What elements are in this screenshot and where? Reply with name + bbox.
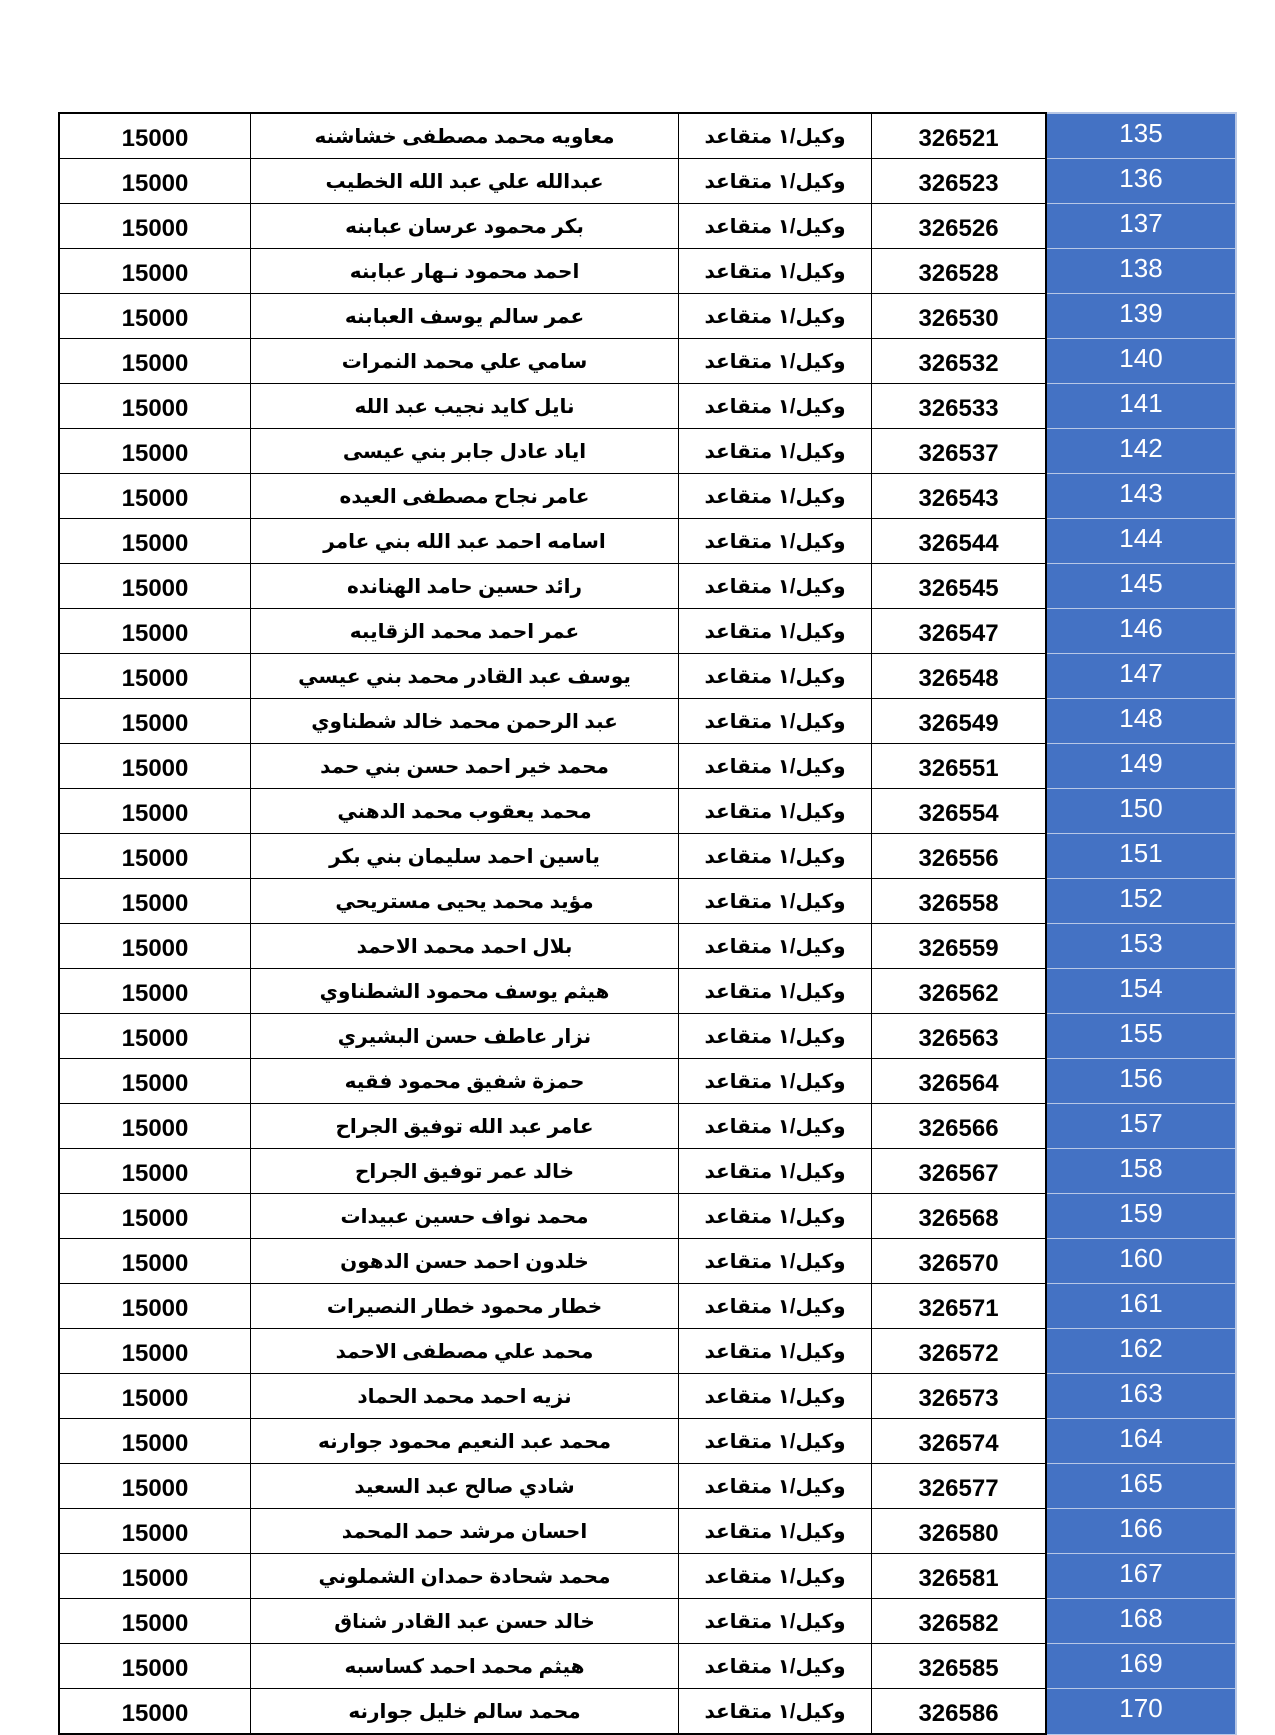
serial-number-cell: 165	[1046, 1464, 1236, 1509]
amount-cell: 15000	[59, 1554, 251, 1599]
table-row	[59, 744, 1236, 789]
military-number-cell: 326548	[872, 654, 1047, 699]
military-number-cell: 326526	[872, 204, 1047, 249]
serial-number-cell: 163	[1046, 1374, 1236, 1419]
military-number-cell: 326547	[872, 609, 1047, 654]
serial-number-cell: 139	[1046, 294, 1236, 339]
amount-cell: 15000	[59, 1194, 251, 1239]
amount-cell: 15000	[59, 744, 251, 789]
name-cell: محمد يعقوب محمد الدهني	[251, 789, 679, 834]
beneficiaries-table	[58, 112, 1237, 1735]
rank-cell: وكيل/١ متقاعد	[679, 1104, 872, 1149]
serial-number-cell: 147	[1046, 654, 1236, 699]
serial-number-cell: 148	[1046, 699, 1236, 744]
rank-cell: وكيل/١ متقاعد	[679, 1194, 872, 1239]
military-number-cell: 326577	[872, 1464, 1047, 1509]
military-number-cell: 326523	[872, 159, 1047, 204]
military-number-cell: 326532	[872, 339, 1047, 384]
military-number-cell: 326585	[872, 1644, 1047, 1689]
name-cell: عبدالله علي عبد الله الخطيب	[251, 159, 679, 204]
military-number-cell: 326556	[872, 834, 1047, 879]
serial-number-cell: 166	[1046, 1509, 1236, 1554]
amount-cell: 15000	[59, 474, 251, 519]
amount-cell: 15000	[59, 204, 251, 249]
rank-cell: وكيل/١ متقاعد	[679, 879, 872, 924]
amount-cell: 15000	[59, 879, 251, 924]
rank-cell: وكيل/١ متقاعد	[679, 429, 872, 474]
name-cell: هيثم محمد احمد كساسبه	[251, 1644, 679, 1689]
amount-cell: 15000	[59, 1464, 251, 1509]
serial-number-cell: 158	[1046, 1149, 1236, 1194]
table-row	[59, 1509, 1236, 1554]
table-row	[59, 654, 1236, 699]
table-row	[59, 519, 1236, 564]
serial-number-cell: 136	[1046, 159, 1236, 204]
military-number-cell: 326572	[872, 1329, 1047, 1374]
military-number-cell: 326582	[872, 1599, 1047, 1644]
rank-cell: وكيل/١ متقاعد	[679, 1419, 872, 1464]
military-number-cell: 326554	[872, 789, 1047, 834]
rank-cell: وكيل/١ متقاعد	[679, 1329, 872, 1374]
serial-number-cell: 150	[1046, 789, 1236, 834]
military-number-cell: 326567	[872, 1149, 1047, 1194]
amount-cell: 15000	[59, 1509, 251, 1554]
amount-cell: 15000	[59, 789, 251, 834]
table-row	[59, 1014, 1236, 1059]
table-row	[59, 699, 1236, 744]
name-cell: مؤيد محمد يحيى مستريحي	[251, 879, 679, 924]
table-row	[59, 474, 1236, 519]
table-row	[59, 564, 1236, 609]
military-number-cell: 326568	[872, 1194, 1047, 1239]
amount-cell: 15000	[59, 609, 251, 654]
rank-cell: وكيل/١ متقاعد	[679, 1599, 872, 1644]
rank-cell: وكيل/١ متقاعد	[679, 1284, 872, 1329]
serial-number-cell: 160	[1046, 1239, 1236, 1284]
serial-number-cell: 170	[1046, 1689, 1236, 1735]
amount-cell: 15000	[59, 294, 251, 339]
serial-number-cell: 156	[1046, 1059, 1236, 1104]
military-number-cell: 326574	[872, 1419, 1047, 1464]
name-cell: احمد محمود نـهار عبابنه	[251, 249, 679, 294]
military-number-cell: 326570	[872, 1239, 1047, 1284]
table-row	[59, 1194, 1236, 1239]
name-cell: بلال احمد محمد الاحمد	[251, 924, 679, 969]
rank-cell: وكيل/١ متقاعد	[679, 339, 872, 384]
amount-cell: 15000	[59, 1149, 251, 1194]
name-cell: عامر نجاح مصطفى العيده	[251, 474, 679, 519]
name-cell: احسان مرشد حمد المحمد	[251, 1509, 679, 1554]
name-cell: حمزة شفيق محمود فقيه	[251, 1059, 679, 1104]
military-number-cell: 326562	[872, 969, 1047, 1014]
amount-cell: 15000	[59, 384, 251, 429]
rank-cell: وكيل/١ متقاعد	[679, 204, 872, 249]
serial-number-cell: 146	[1046, 609, 1236, 654]
amount-cell: 15000	[59, 1644, 251, 1689]
name-cell: خلدون احمد حسن الدهون	[251, 1239, 679, 1284]
amount-cell: 15000	[59, 699, 251, 744]
serial-number-cell: 159	[1046, 1194, 1236, 1239]
rank-cell: وكيل/١ متقاعد	[679, 1554, 872, 1599]
amount-cell: 15000	[59, 1284, 251, 1329]
rank-cell: وكيل/١ متقاعد	[679, 519, 872, 564]
amount-cell: 15000	[59, 249, 251, 294]
table-row	[59, 249, 1236, 294]
serial-number-cell: 154	[1046, 969, 1236, 1014]
serial-number-cell: 143	[1046, 474, 1236, 519]
serial-number-cell: 144	[1046, 519, 1236, 564]
military-number-cell: 326580	[872, 1509, 1047, 1554]
rank-cell: وكيل/١ متقاعد	[679, 1374, 872, 1419]
military-number-cell: 326559	[872, 924, 1047, 969]
name-cell: نايل كايد نجيب عبد الله	[251, 384, 679, 429]
military-number-cell: 326544	[872, 519, 1047, 564]
name-cell: محمد علي مصطفى الاحمد	[251, 1329, 679, 1374]
amount-cell: 15000	[59, 113, 251, 159]
serial-number-cell: 138	[1046, 249, 1236, 294]
rank-cell: وكيل/١ متقاعد	[679, 159, 872, 204]
serial-number-cell: 152	[1046, 879, 1236, 924]
table-row	[59, 204, 1236, 249]
name-cell: عبد الرحمن محمد خالد شطناوي	[251, 699, 679, 744]
table-row	[59, 1329, 1236, 1374]
name-cell: عامر عبد الله توفيق الجراح	[251, 1104, 679, 1149]
serial-number-cell: 151	[1046, 834, 1236, 879]
name-cell: محمد خير احمد حسن بني حمد	[251, 744, 679, 789]
amount-cell: 15000	[59, 339, 251, 384]
amount-cell: 15000	[59, 969, 251, 1014]
rank-cell: وكيل/١ متقاعد	[679, 1014, 872, 1059]
rank-cell: وكيل/١ متقاعد	[679, 294, 872, 339]
name-cell: محمد سالم خليل جوارنه	[251, 1689, 679, 1735]
rank-cell: وكيل/١ متقاعد	[679, 113, 872, 159]
amount-cell: 15000	[59, 429, 251, 474]
table-row	[59, 1059, 1236, 1104]
table-row	[59, 1149, 1236, 1194]
serial-number-cell: 153	[1046, 924, 1236, 969]
amount-cell: 15000	[59, 159, 251, 204]
serial-number-cell: 137	[1046, 204, 1236, 249]
military-number-cell: 326566	[872, 1104, 1047, 1149]
table-row	[59, 879, 1236, 924]
amount-cell: 15000	[59, 834, 251, 879]
military-number-cell: 326551	[872, 744, 1047, 789]
serial-number-cell: 142	[1046, 429, 1236, 474]
table-row	[59, 113, 1236, 159]
military-number-cell: 326549	[872, 699, 1047, 744]
rank-cell: وكيل/١ متقاعد	[679, 609, 872, 654]
name-cell: هيثم يوسف محمود الشطناوي	[251, 969, 679, 1014]
amount-cell: 15000	[59, 1014, 251, 1059]
rank-cell: وكيل/١ متقاعد	[679, 699, 872, 744]
military-number-cell: 326530	[872, 294, 1047, 339]
rank-cell: وكيل/١ متقاعد	[679, 924, 872, 969]
military-number-cell: 326521	[872, 113, 1047, 159]
serial-number-cell: 155	[1046, 1014, 1236, 1059]
military-number-cell: 326564	[872, 1059, 1047, 1104]
name-cell: شادي صالح عبد السعيد	[251, 1464, 679, 1509]
rank-cell: وكيل/١ متقاعد	[679, 564, 872, 609]
name-cell: اسامه احمد عبد الله بني عامر	[251, 519, 679, 564]
serial-number-cell: 140	[1046, 339, 1236, 384]
serial-number-cell: 157	[1046, 1104, 1236, 1149]
table-row	[59, 1644, 1236, 1689]
military-number-cell: 326558	[872, 879, 1047, 924]
rank-cell: وكيل/١ متقاعد	[679, 249, 872, 294]
serial-number-cell: 167	[1046, 1554, 1236, 1599]
table-row	[59, 789, 1236, 834]
serial-number-cell: 164	[1046, 1419, 1236, 1464]
amount-cell: 15000	[59, 1059, 251, 1104]
military-number-cell: 326543	[872, 474, 1047, 519]
table-row	[59, 1689, 1236, 1735]
military-number-cell: 326537	[872, 429, 1047, 474]
table-row	[59, 609, 1236, 654]
military-number-cell: 326573	[872, 1374, 1047, 1419]
amount-cell: 15000	[59, 1104, 251, 1149]
name-cell: محمد شحادة حمدان الشملوني	[251, 1554, 679, 1599]
amount-cell: 15000	[59, 1419, 251, 1464]
table-row	[59, 1464, 1236, 1509]
name-cell: خالد عمر توفيق الجراح	[251, 1149, 679, 1194]
rank-cell: وكيل/١ متقاعد	[679, 834, 872, 879]
serial-number-cell: 141	[1046, 384, 1236, 429]
table-row	[59, 294, 1236, 339]
serial-number-cell: 149	[1046, 744, 1236, 789]
name-cell: بكر محمود عرسان عبابنه	[251, 204, 679, 249]
name-cell: معاويه محمد مصطفى خشاشنه	[251, 113, 679, 159]
rank-cell: وكيل/١ متقاعد	[679, 789, 872, 834]
amount-cell: 15000	[59, 564, 251, 609]
rank-cell: وكيل/١ متقاعد	[679, 1689, 872, 1735]
amount-cell: 15000	[59, 1329, 251, 1374]
table-row	[59, 969, 1236, 1014]
table-row	[59, 1104, 1236, 1149]
name-cell: ياسين احمد سليمان بني بكر	[251, 834, 679, 879]
table-row	[59, 1599, 1236, 1644]
table-row	[59, 924, 1236, 969]
serial-number-cell: 169	[1046, 1644, 1236, 1689]
amount-cell: 15000	[59, 924, 251, 969]
amount-cell: 15000	[59, 1599, 251, 1644]
serial-number-cell: 161	[1046, 1284, 1236, 1329]
name-cell: عمر سالم يوسف العبابنه	[251, 294, 679, 339]
name-cell: خالد حسن عبد القادر شناق	[251, 1599, 679, 1644]
serial-number-cell: 145	[1046, 564, 1236, 609]
amount-cell: 15000	[59, 1374, 251, 1419]
military-number-cell: 326533	[872, 384, 1047, 429]
rank-cell: وكيل/١ متقاعد	[679, 969, 872, 1014]
table-body	[59, 113, 1236, 1734]
rank-cell: وكيل/١ متقاعد	[679, 384, 872, 429]
name-cell: رائد حسين حامد الهنانده	[251, 564, 679, 609]
table-row	[59, 1284, 1236, 1329]
rank-cell: وكيل/١ متقاعد	[679, 474, 872, 519]
name-cell: سامي علي محمد النمرات	[251, 339, 679, 384]
serial-number-cell: 168	[1046, 1599, 1236, 1644]
military-number-cell: 326571	[872, 1284, 1047, 1329]
name-cell: محمد عبد النعيم محمود جوارنه	[251, 1419, 679, 1464]
rank-cell: وكيل/١ متقاعد	[679, 744, 872, 789]
rank-cell: وكيل/١ متقاعد	[679, 654, 872, 699]
amount-cell: 15000	[59, 519, 251, 564]
name-cell: نزيه احمد محمد الحماد	[251, 1374, 679, 1419]
military-number-cell: 326563	[872, 1014, 1047, 1059]
rank-cell: وكيل/١ متقاعد	[679, 1239, 872, 1284]
serial-number-cell: 135	[1046, 113, 1236, 159]
table-row	[59, 1239, 1236, 1284]
document-sheet	[58, 112, 1228, 1735]
table-row	[59, 1419, 1236, 1464]
rank-cell: وكيل/١ متقاعد	[679, 1509, 872, 1554]
military-number-cell: 326581	[872, 1554, 1047, 1599]
rank-cell: وكيل/١ متقاعد	[679, 1149, 872, 1194]
amount-cell: 15000	[59, 1239, 251, 1284]
military-number-cell: 326586	[872, 1689, 1047, 1735]
serial-number-cell: 162	[1046, 1329, 1236, 1374]
rank-cell: وكيل/١ متقاعد	[679, 1059, 872, 1104]
military-number-cell: 326545	[872, 564, 1047, 609]
name-cell: اياد عادل جابر بني عيسى	[251, 429, 679, 474]
name-cell: خطار محمود خطار النصيرات	[251, 1284, 679, 1329]
name-cell: يوسف عبد القادر محمد بني عيسي	[251, 654, 679, 699]
amount-cell: 15000	[59, 1689, 251, 1735]
table-row	[59, 1554, 1236, 1599]
table-row	[59, 429, 1236, 474]
military-number-cell: 326528	[872, 249, 1047, 294]
name-cell: عمر احمد محمد الزقايبه	[251, 609, 679, 654]
rank-cell: وكيل/١ متقاعد	[679, 1644, 872, 1689]
table-row	[59, 339, 1236, 384]
amount-cell: 15000	[59, 654, 251, 699]
name-cell: نزار عاطف حسن البشيري	[251, 1014, 679, 1059]
table-row	[59, 834, 1236, 879]
name-cell: محمد نواف حسين عبيدات	[251, 1194, 679, 1239]
table-row	[59, 1374, 1236, 1419]
rank-cell: وكيل/١ متقاعد	[679, 1464, 872, 1509]
table-row	[59, 384, 1236, 429]
table-row	[59, 159, 1236, 204]
